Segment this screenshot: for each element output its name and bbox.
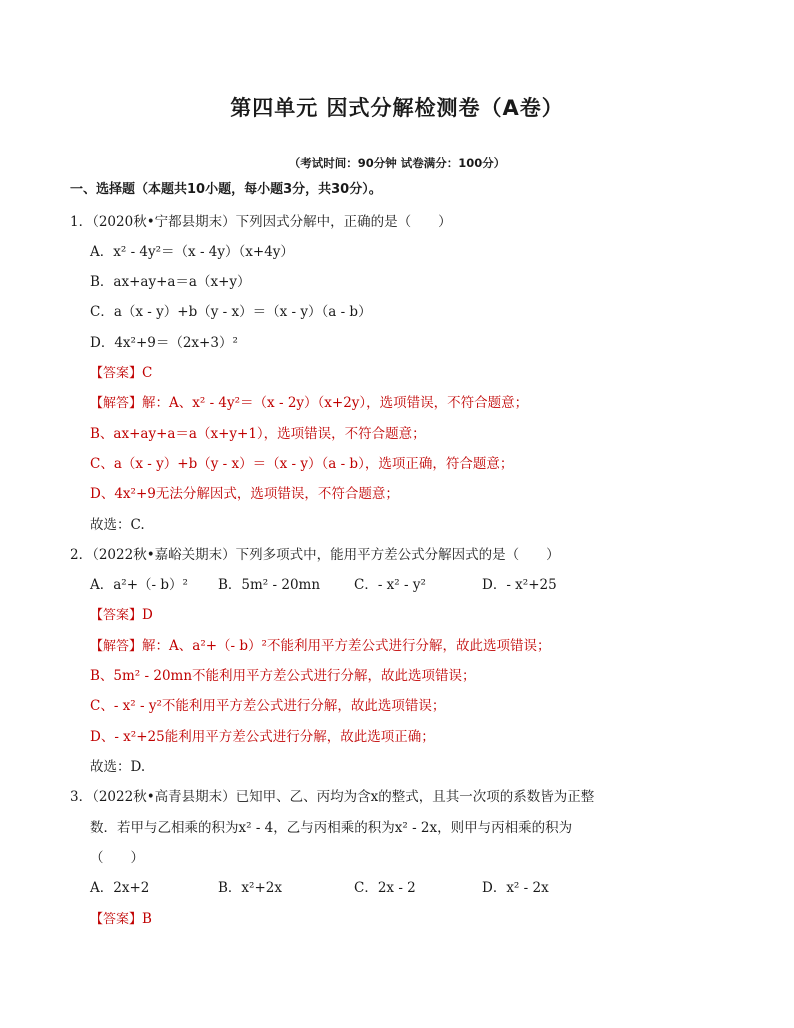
answer-value: D bbox=[142, 607, 153, 623]
question-2-stem: 2．（2022秋•嘉峪关期末）下列多项式中，能用平方差公式分解因式的是（ ） bbox=[70, 547, 560, 563]
question-3-option-b: B．x²+2x bbox=[218, 880, 282, 896]
question-1-answer bbox=[90, 363, 152, 384]
question-2-option-d: D．- x²+25 bbox=[482, 577, 557, 593]
question-1-analysis-line-3: C、a（x - y）+b（y - x）＝（x - y）（a - b），选项正确，符合题意； bbox=[90, 456, 514, 472]
analysis-text: 解：A、x² - 4y²＝（x - 2y）（x+2y），选项错误，不符合题意； bbox=[142, 395, 529, 411]
question-3-stem-line-1: 3．（2022秋•高青县期末）已知甲、乙、丙均为含x的整式，且其一次项的系数皆为正整 bbox=[70, 789, 595, 805]
question-3-answer bbox=[90, 909, 152, 930]
question-3-option-a: A．2x+2 bbox=[90, 880, 150, 896]
question-3-options bbox=[90, 878, 730, 898]
question-1-analysis-line-4: D、4x²+9无法分解因式，选项错误，不符合题意； bbox=[90, 486, 399, 502]
question-2-option-b: B．5m² - 20mn bbox=[218, 577, 321, 593]
exam-info: （考试时间：90分钟 试卷满分：100分） bbox=[288, 156, 506, 170]
question-2-option-a: A．a²+（- b）² bbox=[90, 577, 188, 593]
analysis-tag: 【解答】 bbox=[90, 396, 143, 411]
answer-tag: 【答案】 bbox=[90, 366, 143, 381]
answer-value: B bbox=[142, 911, 152, 927]
answer-value: C bbox=[142, 365, 153, 381]
question-3-option-c: C．2x - 2 bbox=[354, 880, 416, 896]
question-3-option-d: D．x² - 2x bbox=[482, 880, 549, 896]
answer-tag: 【答案】 bbox=[90, 912, 143, 927]
question-2-conclusion: 故选：D. bbox=[90, 759, 146, 775]
question-2-analysis-line-3: C、- x² - y²不能利用平方差公式进行分解，故此选项错误； bbox=[90, 698, 446, 714]
question-1-conclusion: 故选：C. bbox=[90, 517, 145, 533]
section-heading: 一、选择题（本题共10小题，每小题3分，共30分）。 bbox=[70, 182, 382, 197]
question-2-analysis-line-1 bbox=[90, 636, 550, 657]
question-3-stem-line-3: （ ） bbox=[90, 850, 144, 866]
question-2-answer bbox=[90, 605, 153, 626]
question-2-analysis-line-4: D、- x²+25能利用平方差公式进行分解，故此选项正确； bbox=[90, 729, 435, 745]
analysis-text: 解：A、a²+（- b）²不能利用平方差公式进行分解，故此选项错误； bbox=[142, 638, 551, 654]
question-1-stem: 1．（2020秋•宁都县期末）下列因式分解中，正确的是（ ） bbox=[70, 214, 452, 230]
analysis-tag: 【解答】 bbox=[90, 639, 143, 654]
question-1-analysis-line-2: B、ax+ay+a＝a（x+y+1），选项错误，不符合题意； bbox=[90, 426, 426, 442]
question-2-option-c: C．- x² - y² bbox=[354, 577, 426, 593]
question-1-option-a: A．x² - 4y²＝（x - 4y）（x+4y） bbox=[90, 244, 294, 260]
question-2-options bbox=[90, 575, 730, 595]
question-1-option-c: C．a（x - y）+b（y - x）＝（x - y）（a - b） bbox=[90, 304, 372, 320]
question-3-stem-line-2: 数．若甲与乙相乘的积为x² - 4，乙与丙相乘的积为x² - 2x，则甲与丙相乘的积为 bbox=[90, 820, 573, 836]
question-1-analysis-line-1 bbox=[90, 393, 528, 414]
answer-tag: 【答案】 bbox=[90, 608, 143, 623]
question-1-option-b: B．ax+ay+a＝a（x+y） bbox=[90, 274, 251, 290]
page-title: 第四单元 因式分解检测卷（A卷） bbox=[230, 96, 564, 120]
question-2-analysis-line-2: B、5m² - 20mn不能利用平方差公式进行分解，故此选项错误； bbox=[90, 668, 476, 684]
question-1-option-d: D．4x²+9＝（2x+3）² bbox=[90, 335, 238, 351]
